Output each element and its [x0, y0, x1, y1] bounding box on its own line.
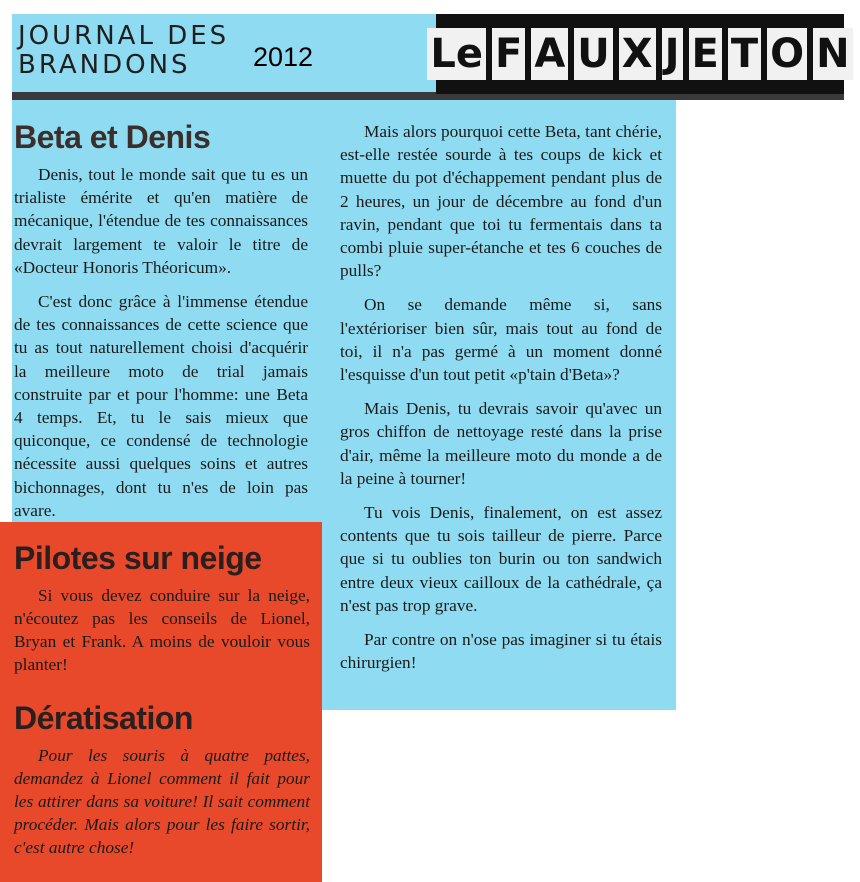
- article-beta-paragraph: Denis, tout le monde sait que tu es un trialiste émérite et qu'en matière de mécanique, l'étendue de tes connaissances devrait largement te valoir le titre de «Docteur Honoris Théoricum».: [14, 165, 308, 277]
- journal-title-line1: JOURNAL DES: [18, 21, 230, 51]
- logo-letters: [430, 14, 850, 94]
- journal-title-line2: BRANDONS: [18, 50, 191, 80]
- article-beta-paragraph: Tu vois Denis, finalement, on est assez contents que tu sois tailleur de pierre. Parce que si tu oublies ton burin ou ton sandwich entre deux vieux cailloux de la cathédrale, ça n'est pas trop grave.: [340, 503, 662, 615]
- le-faux-jeton-logo: [430, 14, 850, 94]
- logo-letter: F: [492, 28, 525, 80]
- logo-letter: N: [813, 28, 852, 80]
- article-rat: [14, 698, 310, 859]
- logo-letter: J: [662, 28, 683, 80]
- issue-year: 2012: [253, 42, 314, 72]
- article-beta-paragraph: Par contre on n'ose pas imaginer si tu étais chirurgien!: [340, 630, 662, 673]
- article-beta-paragraph: Mais alors pourquoi cette Beta, tant chérie, est-elle restée sourde à tes coups de kick et muette du pot d'échappement pendant plus de 2 heures, un jour de décembre au fond d'un ravin, pendant que toi tu fermentais dans ta combi pluie super-étanche et tes 6 couches de pulls?: [340, 122, 662, 281]
- article-rat-text: Pour les souris à quatre pattes, demandez à Lionel comment il fait pour les attirer dans sa voiture! Il sait comment procéder. Mais alors pour les faire sortir, c'est autre chose!: [14, 746, 310, 857]
- article-beta-paragraph: On se demande même si, sans l'extérioriser bien sûr, mais tout au fond de toi, il n'a pas germé à un moment donné l'esquisse d'un tout petit «p'tain d'Beta»?: [340, 295, 662, 385]
- logo-letter: T: [728, 28, 761, 80]
- logo-letter: U: [574, 28, 612, 80]
- article-snow-title: Pilotes sur neige: [14, 540, 262, 576]
- article-snow: [14, 538, 310, 676]
- article-beta-column-left: [14, 117, 308, 533]
- journal-title: [18, 22, 229, 80]
- logo-letter: X: [619, 28, 656, 80]
- article-snow-text: Si vous devez conduire sur la neige, n'écoutez pas les conseils de Lionel, Bryan et Frank. A moins de vouloir vous planter!: [14, 586, 310, 674]
- logo-letter: Le: [427, 28, 486, 80]
- article-rat-title: Dératisation: [14, 700, 193, 736]
- logo-letter: A: [531, 28, 568, 80]
- article-beta-paragraph: Mais Denis, tu devrais savoir qu'avec un gros chiffon de nettoyage resté dans la prise d'air, même la meilleure moto du monde a de la peine à tourner!: [340, 399, 662, 488]
- logo-letter: E: [689, 28, 722, 80]
- logo-letter: O: [767, 28, 807, 80]
- article-beta-title: Beta et Denis: [14, 119, 211, 155]
- article-beta-column-right: [340, 120, 662, 685]
- article-beta-paragraph: C'est donc grâce à l'immense étendue de tes connaissances de cette science que tu as tout naturellement choisi d'acquérir la meilleure moto de trial jamais construite par et pour l'homme: une Beta 4 temps. Et, tu le sais mieux que quiconque, ce condensé de technologie nécessite aussi quelques soins et autres bichonnages, dont tu n'es de loin pas avare.: [14, 292, 308, 520]
